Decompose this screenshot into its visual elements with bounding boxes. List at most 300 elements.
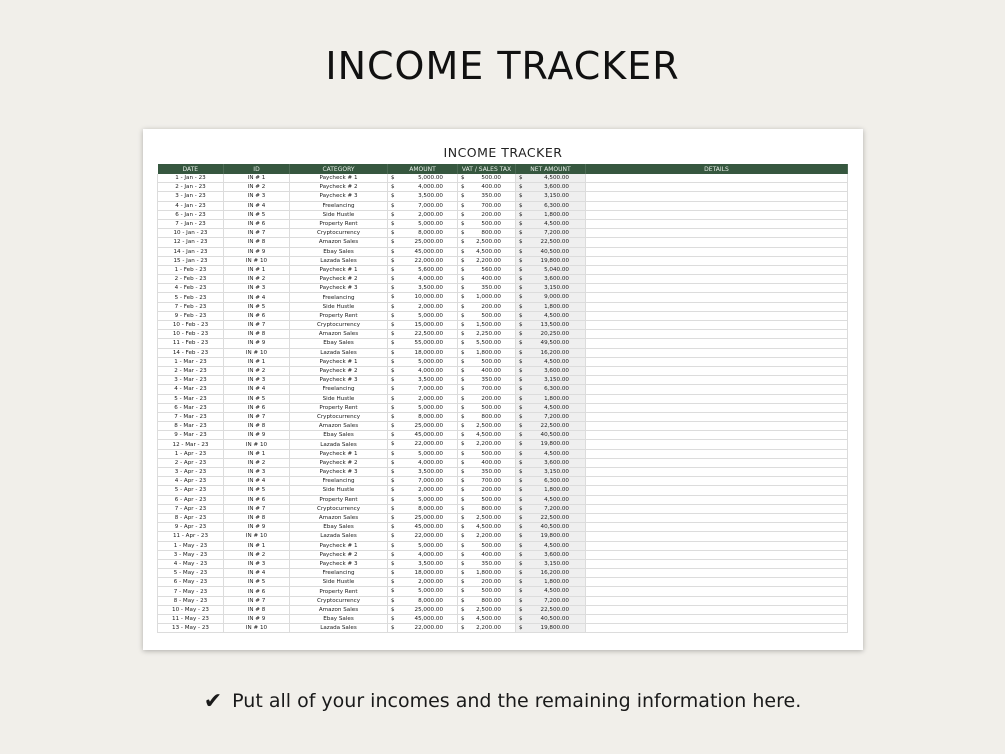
- cell-date[interactable]: 4 - May - 23: [158, 559, 224, 568]
- cell-amount[interactable]: [388, 615, 458, 624]
- cell-net-amount[interactable]: [516, 504, 586, 513]
- cell-details[interactable]: [586, 284, 848, 293]
- cell-date[interactable]: 3 - May - 23: [158, 550, 224, 559]
- cell-vat[interactable]: [458, 569, 516, 578]
- cell-net-amount[interactable]: [516, 339, 586, 348]
- cell-amount[interactable]: [388, 596, 458, 605]
- cell-net-amount[interactable]: [516, 495, 586, 504]
- cell-net-amount[interactable]: [516, 422, 586, 431]
- cell-net-amount[interactable]: [516, 587, 586, 596]
- cell-vat[interactable]: [458, 541, 516, 550]
- cell-date[interactable]: 1 - May - 23: [158, 541, 224, 550]
- cell-date[interactable]: 11 - May - 23: [158, 615, 224, 624]
- cell-category[interactable]: Amazon Sales: [290, 238, 388, 247]
- cell-category[interactable]: Cryptocurrency: [290, 596, 388, 605]
- cell-id[interactable]: IN # 5: [224, 394, 290, 403]
- cell-amount[interactable]: [388, 348, 458, 357]
- cell-id[interactable]: IN # 9: [224, 431, 290, 440]
- cell-vat[interactable]: [458, 284, 516, 293]
- cell-details[interactable]: [586, 275, 848, 284]
- cell-amount[interactable]: [388, 458, 458, 467]
- cell-net-amount[interactable]: [516, 486, 586, 495]
- cell-amount[interactable]: [388, 238, 458, 247]
- cell-vat[interactable]: [458, 578, 516, 587]
- cell-date[interactable]: 5 - May - 23: [158, 569, 224, 578]
- column-header-date[interactable]: DATE: [158, 164, 224, 174]
- cell-date[interactable]: 4 - Apr - 23: [158, 477, 224, 486]
- cell-id[interactable]: IN # 2: [224, 366, 290, 375]
- cell-vat[interactable]: [458, 293, 516, 302]
- cell-amount[interactable]: [388, 431, 458, 440]
- cell-details[interactable]: [586, 477, 848, 486]
- cell-category[interactable]: Ebay Sales: [290, 431, 388, 440]
- cell-date[interactable]: 9 - Mar - 23: [158, 431, 224, 440]
- cell-amount[interactable]: [388, 605, 458, 614]
- cell-amount[interactable]: [388, 293, 458, 302]
- cell-category[interactable]: Paycheck # 1: [290, 541, 388, 550]
- cell-id[interactable]: IN # 6: [224, 311, 290, 320]
- cell-amount[interactable]: [388, 468, 458, 477]
- cell-net-amount[interactable]: [516, 605, 586, 614]
- cell-category[interactable]: Freelancing: [290, 385, 388, 394]
- cell-amount[interactable]: [388, 275, 458, 284]
- cell-vat[interactable]: [458, 256, 516, 265]
- cell-vat[interactable]: [458, 219, 516, 228]
- cell-details[interactable]: [586, 504, 848, 513]
- cell-vat[interactable]: [458, 247, 516, 256]
- cell-id[interactable]: IN # 1: [224, 174, 290, 183]
- cell-category[interactable]: Property Rent: [290, 311, 388, 320]
- cell-id[interactable]: IN # 4: [224, 569, 290, 578]
- cell-details[interactable]: [586, 486, 848, 495]
- cell-net-amount[interactable]: [516, 256, 586, 265]
- cell-category[interactable]: Freelancing: [290, 477, 388, 486]
- cell-id[interactable]: IN # 10: [224, 440, 290, 449]
- cell-vat[interactable]: [458, 229, 516, 238]
- cell-id[interactable]: IN # 1: [224, 265, 290, 274]
- cell-details[interactable]: [586, 183, 848, 192]
- cell-date[interactable]: 5 - Feb - 23: [158, 293, 224, 302]
- cell-category[interactable]: Amazon Sales: [290, 330, 388, 339]
- cell-net-amount[interactable]: [516, 302, 586, 311]
- cell-date[interactable]: 15 - Jan - 23: [158, 256, 224, 265]
- cell-vat[interactable]: [458, 504, 516, 513]
- cell-vat[interactable]: [458, 615, 516, 624]
- cell-date[interactable]: 7 - Apr - 23: [158, 504, 224, 513]
- cell-details[interactable]: [586, 513, 848, 522]
- cell-amount[interactable]: [388, 265, 458, 274]
- cell-date[interactable]: 6 - Apr - 23: [158, 495, 224, 504]
- cell-category[interactable]: Paycheck # 2: [290, 183, 388, 192]
- cell-details[interactable]: [586, 624, 848, 633]
- cell-net-amount[interactable]: [516, 385, 586, 394]
- cell-id[interactable]: IN # 1: [224, 357, 290, 366]
- cell-date[interactable]: 14 - Feb - 23: [158, 348, 224, 357]
- cell-amount[interactable]: [388, 504, 458, 513]
- cell-id[interactable]: IN # 5: [224, 486, 290, 495]
- column-header-category[interactable]: CATEGORY: [290, 164, 388, 174]
- cell-vat[interactable]: [458, 366, 516, 375]
- cell-id[interactable]: IN # 6: [224, 587, 290, 596]
- cell-id[interactable]: IN # 2: [224, 550, 290, 559]
- cell-id[interactable]: IN # 8: [224, 422, 290, 431]
- cell-details[interactable]: [586, 587, 848, 596]
- cell-vat[interactable]: [458, 238, 516, 247]
- cell-details[interactable]: [586, 238, 848, 247]
- cell-net-amount[interactable]: [516, 596, 586, 605]
- cell-vat[interactable]: [458, 192, 516, 201]
- cell-category[interactable]: Cryptocurrency: [290, 504, 388, 513]
- cell-category[interactable]: Side Hustle: [290, 210, 388, 219]
- cell-details[interactable]: [586, 495, 848, 504]
- cell-net-amount[interactable]: [516, 550, 586, 559]
- cell-category[interactable]: Paycheck # 1: [290, 174, 388, 183]
- cell-vat[interactable]: [458, 440, 516, 449]
- cell-date[interactable]: 11 - Apr - 23: [158, 532, 224, 541]
- cell-id[interactable]: IN # 3: [224, 376, 290, 385]
- cell-category[interactable]: Paycheck # 2: [290, 275, 388, 284]
- cell-amount[interactable]: [388, 183, 458, 192]
- cell-vat[interactable]: [458, 486, 516, 495]
- cell-vat[interactable]: [458, 348, 516, 357]
- cell-amount[interactable]: [388, 210, 458, 219]
- cell-category[interactable]: Lazada Sales: [290, 532, 388, 541]
- column-header-vat[interactable]: VAT / SALES TAX: [458, 164, 516, 174]
- cell-vat[interactable]: [458, 523, 516, 532]
- cell-details[interactable]: [586, 458, 848, 467]
- cell-amount[interactable]: [388, 339, 458, 348]
- cell-amount[interactable]: [388, 174, 458, 183]
- cell-date[interactable]: 6 - Mar - 23: [158, 403, 224, 412]
- cell-net-amount[interactable]: [516, 403, 586, 412]
- cell-amount[interactable]: [388, 192, 458, 201]
- cell-id[interactable]: IN # 1: [224, 541, 290, 550]
- cell-net-amount[interactable]: [516, 348, 586, 357]
- cell-net-amount[interactable]: [516, 275, 586, 284]
- cell-details[interactable]: [586, 229, 848, 238]
- cell-vat[interactable]: [458, 385, 516, 394]
- cell-date[interactable]: 12 - Mar - 23: [158, 440, 224, 449]
- cell-category[interactable]: Cryptocurrency: [290, 321, 388, 330]
- cell-details[interactable]: [586, 440, 848, 449]
- cell-id[interactable]: IN # 7: [224, 504, 290, 513]
- cell-net-amount[interactable]: [516, 569, 586, 578]
- cell-details[interactable]: [586, 431, 848, 440]
- cell-category[interactable]: Ebay Sales: [290, 615, 388, 624]
- cell-id[interactable]: IN # 3: [224, 559, 290, 568]
- cell-vat[interactable]: [458, 275, 516, 284]
- cell-net-amount[interactable]: [516, 229, 586, 238]
- cell-date[interactable]: 1 - Apr - 23: [158, 449, 224, 458]
- cell-date[interactable]: 3 - Apr - 23: [158, 468, 224, 477]
- cell-details[interactable]: [586, 330, 848, 339]
- cell-amount[interactable]: [388, 422, 458, 431]
- cell-amount[interactable]: [388, 394, 458, 403]
- cell-id[interactable]: IN # 8: [224, 330, 290, 339]
- cell-date[interactable]: 2 - Jan - 23: [158, 183, 224, 192]
- cell-net-amount[interactable]: [516, 238, 586, 247]
- cell-category[interactable]: Freelancing: [290, 569, 388, 578]
- cell-category[interactable]: Paycheck # 3: [290, 559, 388, 568]
- cell-vat[interactable]: [458, 403, 516, 412]
- cell-id[interactable]: IN # 10: [224, 624, 290, 633]
- cell-category[interactable]: Paycheck # 3: [290, 376, 388, 385]
- cell-details[interactable]: [586, 468, 848, 477]
- cell-net-amount[interactable]: [516, 284, 586, 293]
- cell-details[interactable]: [586, 596, 848, 605]
- cell-vat[interactable]: [458, 265, 516, 274]
- cell-amount[interactable]: [388, 321, 458, 330]
- cell-id[interactable]: IN # 4: [224, 201, 290, 210]
- cell-net-amount[interactable]: [516, 219, 586, 228]
- cell-id[interactable]: IN # 9: [224, 247, 290, 256]
- cell-net-amount[interactable]: [516, 247, 586, 256]
- column-header-id[interactable]: ID: [224, 164, 290, 174]
- cell-vat[interactable]: [458, 596, 516, 605]
- cell-id[interactable]: IN # 3: [224, 468, 290, 477]
- cell-amount[interactable]: [388, 513, 458, 522]
- cell-vat[interactable]: [458, 330, 516, 339]
- cell-category[interactable]: Property Rent: [290, 495, 388, 504]
- cell-net-amount[interactable]: [516, 192, 586, 201]
- cell-id[interactable]: IN # 3: [224, 192, 290, 201]
- cell-details[interactable]: [586, 605, 848, 614]
- cell-vat[interactable]: [458, 587, 516, 596]
- cell-vat[interactable]: [458, 532, 516, 541]
- cell-category[interactable]: Paycheck # 2: [290, 366, 388, 375]
- cell-amount[interactable]: [388, 440, 458, 449]
- cell-date[interactable]: 3 - Mar - 23: [158, 376, 224, 385]
- cell-details[interactable]: [586, 523, 848, 532]
- cell-date[interactable]: 8 - Apr - 23: [158, 513, 224, 522]
- cell-details[interactable]: [586, 541, 848, 550]
- cell-vat[interactable]: [458, 458, 516, 467]
- cell-id[interactable]: IN # 7: [224, 229, 290, 238]
- cell-id[interactable]: IN # 10: [224, 256, 290, 265]
- cell-vat[interactable]: [458, 302, 516, 311]
- cell-net-amount[interactable]: [516, 330, 586, 339]
- cell-category[interactable]: Cryptocurrency: [290, 229, 388, 238]
- cell-vat[interactable]: [458, 550, 516, 559]
- cell-date[interactable]: 9 - Apr - 23: [158, 523, 224, 532]
- cell-net-amount[interactable]: [516, 210, 586, 219]
- cell-date[interactable]: 4 - Jan - 23: [158, 201, 224, 210]
- cell-id[interactable]: IN # 5: [224, 578, 290, 587]
- cell-date[interactable]: 1 - Jan - 23: [158, 174, 224, 183]
- cell-vat[interactable]: [458, 357, 516, 366]
- column-header-details[interactable]: DETAILS: [586, 164, 848, 174]
- cell-net-amount[interactable]: [516, 311, 586, 320]
- cell-category[interactable]: Lazada Sales: [290, 624, 388, 633]
- cell-id[interactable]: IN # 4: [224, 293, 290, 302]
- cell-vat[interactable]: [458, 412, 516, 421]
- cell-id[interactable]: IN # 5: [224, 210, 290, 219]
- cell-category[interactable]: Lazada Sales: [290, 440, 388, 449]
- cell-net-amount[interactable]: [516, 440, 586, 449]
- cell-vat[interactable]: [458, 605, 516, 614]
- cell-vat[interactable]: [458, 311, 516, 320]
- cell-net-amount[interactable]: [516, 265, 586, 274]
- cell-category[interactable]: Lazada Sales: [290, 348, 388, 357]
- cell-details[interactable]: [586, 265, 848, 274]
- cell-category[interactable]: Paycheck # 2: [290, 550, 388, 559]
- cell-id[interactable]: IN # 3: [224, 284, 290, 293]
- cell-category[interactable]: Side Hustle: [290, 486, 388, 495]
- cell-net-amount[interactable]: [516, 293, 586, 302]
- cell-net-amount[interactable]: [516, 366, 586, 375]
- cell-id[interactable]: IN # 8: [224, 513, 290, 522]
- cell-details[interactable]: [586, 412, 848, 421]
- cell-id[interactable]: IN # 6: [224, 403, 290, 412]
- cell-date[interactable]: 7 - Mar - 23: [158, 412, 224, 421]
- cell-id[interactable]: IN # 4: [224, 385, 290, 394]
- cell-amount[interactable]: [388, 587, 458, 596]
- cell-date[interactable]: 2 - Apr - 23: [158, 458, 224, 467]
- cell-net-amount[interactable]: [516, 541, 586, 550]
- cell-category[interactable]: Property Rent: [290, 587, 388, 596]
- cell-category[interactable]: Freelancing: [290, 201, 388, 210]
- cell-details[interactable]: [586, 403, 848, 412]
- cell-net-amount[interactable]: [516, 578, 586, 587]
- cell-vat[interactable]: [458, 477, 516, 486]
- cell-date[interactable]: 10 - Jan - 23: [158, 229, 224, 238]
- cell-date[interactable]: 5 - Mar - 23: [158, 394, 224, 403]
- cell-category[interactable]: Side Hustle: [290, 302, 388, 311]
- cell-amount[interactable]: [388, 219, 458, 228]
- cell-date[interactable]: 4 - Mar - 23: [158, 385, 224, 394]
- cell-date[interactable]: 5 - Apr - 23: [158, 486, 224, 495]
- cell-amount[interactable]: [388, 495, 458, 504]
- cell-vat[interactable]: [458, 210, 516, 219]
- cell-details[interactable]: [586, 311, 848, 320]
- cell-amount[interactable]: [388, 357, 458, 366]
- cell-category[interactable]: Side Hustle: [290, 578, 388, 587]
- cell-amount[interactable]: [388, 201, 458, 210]
- cell-id[interactable]: IN # 7: [224, 596, 290, 605]
- cell-category[interactable]: Paycheck # 3: [290, 468, 388, 477]
- cell-details[interactable]: [586, 366, 848, 375]
- cell-category[interactable]: Paycheck # 3: [290, 284, 388, 293]
- cell-id[interactable]: IN # 5: [224, 302, 290, 311]
- cell-category[interactable]: Property Rent: [290, 219, 388, 228]
- cell-amount[interactable]: [388, 302, 458, 311]
- cell-amount[interactable]: [388, 330, 458, 339]
- cell-amount[interactable]: [388, 550, 458, 559]
- cell-details[interactable]: [586, 247, 848, 256]
- cell-net-amount[interactable]: [516, 513, 586, 522]
- cell-vat[interactable]: [458, 174, 516, 183]
- cell-net-amount[interactable]: [516, 183, 586, 192]
- cell-category[interactable]: Paycheck # 3: [290, 192, 388, 201]
- cell-vat[interactable]: [458, 394, 516, 403]
- cell-date[interactable]: 7 - Jan - 23: [158, 219, 224, 228]
- cell-id[interactable]: IN # 6: [224, 495, 290, 504]
- cell-vat[interactable]: [458, 468, 516, 477]
- cell-category[interactable]: Lazada Sales: [290, 256, 388, 265]
- cell-details[interactable]: [586, 376, 848, 385]
- cell-id[interactable]: IN # 2: [224, 183, 290, 192]
- cell-category[interactable]: Paycheck # 2: [290, 458, 388, 467]
- cell-vat[interactable]: [458, 495, 516, 504]
- cell-details[interactable]: [586, 219, 848, 228]
- cell-date[interactable]: 10 - May - 23: [158, 605, 224, 614]
- column-header-amount[interactable]: AMOUNT: [388, 164, 458, 174]
- cell-net-amount[interactable]: [516, 376, 586, 385]
- cell-amount[interactable]: [388, 385, 458, 394]
- cell-vat[interactable]: [458, 513, 516, 522]
- cell-date[interactable]: 8 - Mar - 23: [158, 422, 224, 431]
- cell-net-amount[interactable]: [516, 468, 586, 477]
- cell-net-amount[interactable]: [516, 458, 586, 467]
- cell-id[interactable]: IN # 8: [224, 238, 290, 247]
- cell-details[interactable]: [586, 550, 848, 559]
- cell-amount[interactable]: [388, 541, 458, 550]
- cell-vat[interactable]: [458, 376, 516, 385]
- cell-details[interactable]: [586, 174, 848, 183]
- cell-details[interactable]: [586, 357, 848, 366]
- cell-amount[interactable]: [388, 532, 458, 541]
- cell-id[interactable]: IN # 2: [224, 275, 290, 284]
- cell-category[interactable]: Property Rent: [290, 403, 388, 412]
- cell-vat[interactable]: [458, 321, 516, 330]
- cell-id[interactable]: IN # 10: [224, 532, 290, 541]
- cell-details[interactable]: [586, 385, 848, 394]
- cell-amount[interactable]: [388, 376, 458, 385]
- cell-category[interactable]: Amazon Sales: [290, 513, 388, 522]
- cell-id[interactable]: IN # 10: [224, 348, 290, 357]
- cell-id[interactable]: IN # 9: [224, 615, 290, 624]
- cell-amount[interactable]: [388, 311, 458, 320]
- cell-category[interactable]: Ebay Sales: [290, 247, 388, 256]
- cell-net-amount[interactable]: [516, 174, 586, 183]
- cell-vat[interactable]: [458, 624, 516, 633]
- cell-net-amount[interactable]: [516, 615, 586, 624]
- cell-id[interactable]: IN # 9: [224, 339, 290, 348]
- cell-details[interactable]: [586, 559, 848, 568]
- cell-category[interactable]: Amazon Sales: [290, 605, 388, 614]
- cell-details[interactable]: [586, 201, 848, 210]
- cell-amount[interactable]: [388, 624, 458, 633]
- cell-amount[interactable]: [388, 523, 458, 532]
- cell-amount[interactable]: [388, 247, 458, 256]
- cell-amount[interactable]: [388, 477, 458, 486]
- cell-net-amount[interactable]: [516, 431, 586, 440]
- cell-vat[interactable]: [458, 339, 516, 348]
- cell-net-amount[interactable]: [516, 532, 586, 541]
- cell-category[interactable]: Freelancing: [290, 293, 388, 302]
- cell-id[interactable]: IN # 2: [224, 458, 290, 467]
- cell-amount[interactable]: [388, 256, 458, 265]
- cell-category[interactable]: Cryptocurrency: [290, 412, 388, 421]
- cell-date[interactable]: 2 - Mar - 23: [158, 366, 224, 375]
- cell-date[interactable]: 2 - Feb - 23: [158, 275, 224, 284]
- cell-amount[interactable]: [388, 229, 458, 238]
- cell-details[interactable]: [586, 532, 848, 541]
- cell-id[interactable]: IN # 7: [224, 412, 290, 421]
- cell-details[interactable]: [586, 449, 848, 458]
- cell-date[interactable]: 6 - Jan - 23: [158, 210, 224, 219]
- cell-net-amount[interactable]: [516, 523, 586, 532]
- cell-category[interactable]: Ebay Sales: [290, 523, 388, 532]
- cell-date[interactable]: 1 - Feb - 23: [158, 265, 224, 274]
- cell-net-amount[interactable]: [516, 321, 586, 330]
- cell-amount[interactable]: [388, 559, 458, 568]
- cell-details[interactable]: [586, 192, 848, 201]
- cell-details[interactable]: [586, 256, 848, 265]
- cell-amount[interactable]: [388, 569, 458, 578]
- cell-net-amount[interactable]: [516, 357, 586, 366]
- cell-date[interactable]: 8 - May - 23: [158, 596, 224, 605]
